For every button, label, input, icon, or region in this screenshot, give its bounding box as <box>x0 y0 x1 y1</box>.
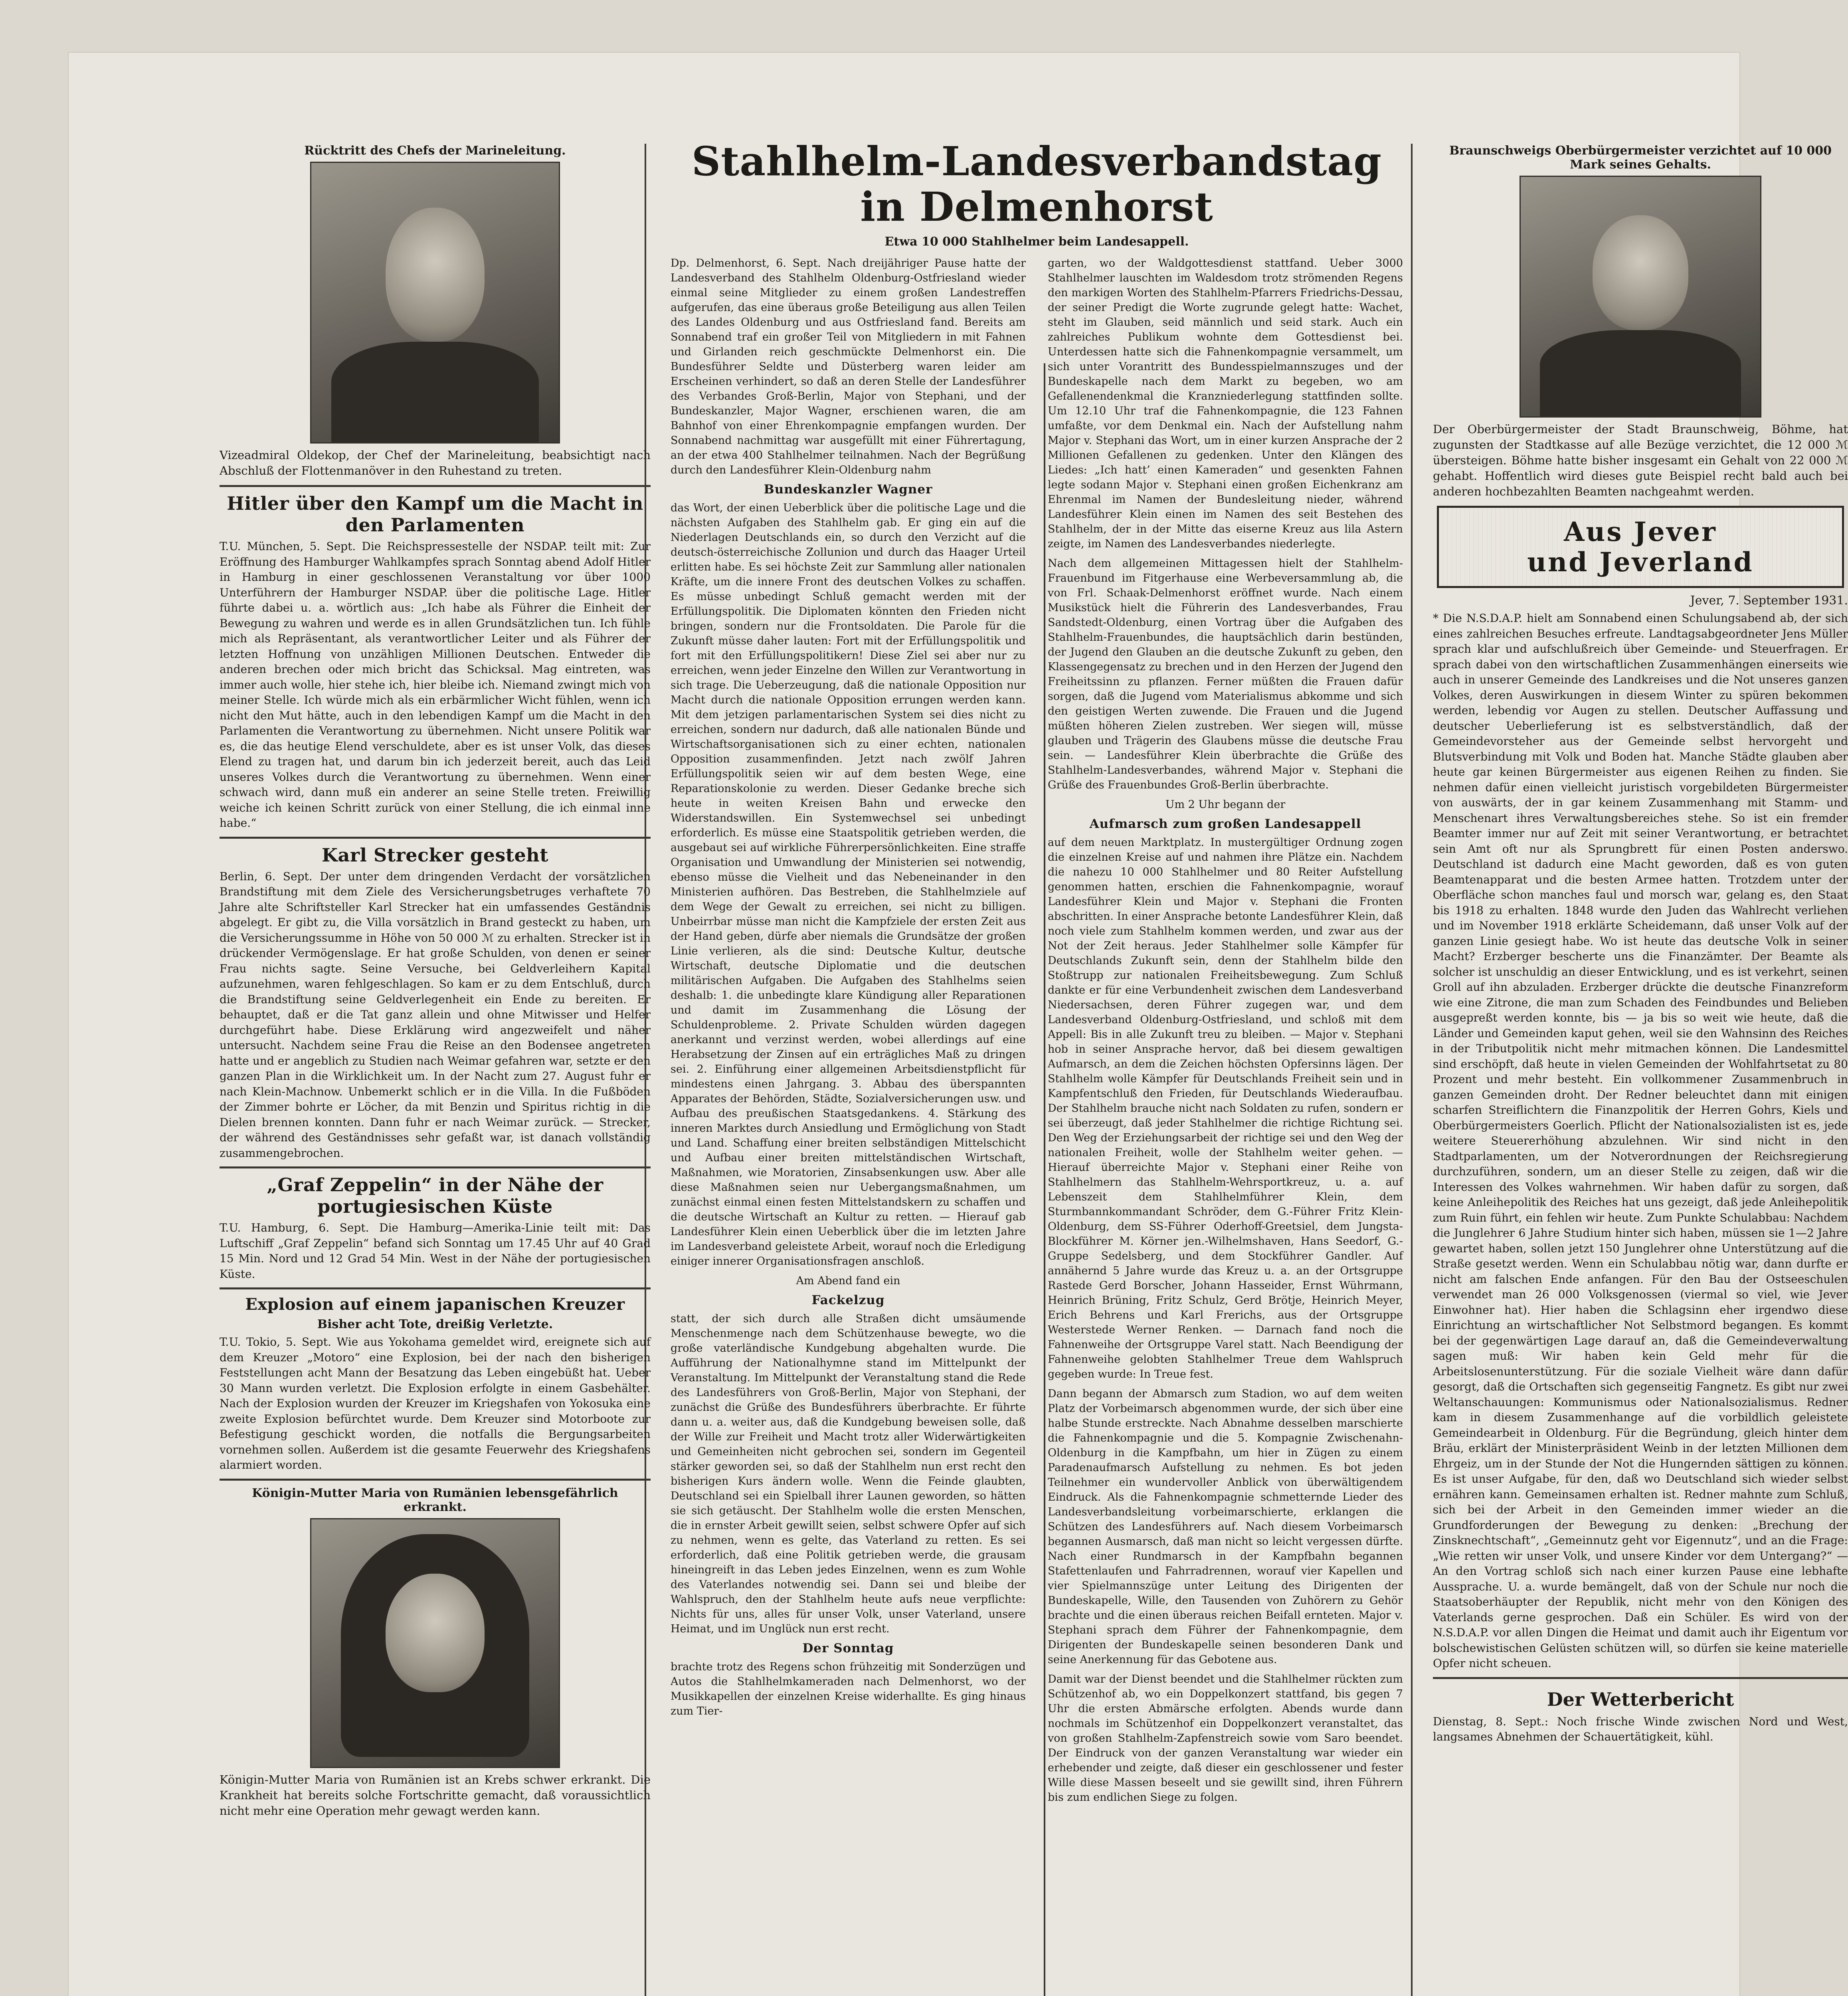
portrait-body <box>331 342 539 442</box>
japan-subhead: Bisher acht Tote, dreißig Verletzte. <box>317 1317 553 1331</box>
section-rule <box>220 1287 651 1289</box>
left-column <box>220 140 651 1825</box>
dateline: Jever, 7. September 1931. <box>1690 594 1848 608</box>
local-section-header-line1: Aus Jever <box>1564 516 1717 547</box>
braunschweig-caption: Der Oberbürgermeister der Stadt Braunschweig, Böhme, hat zugunsten der Stadtkasse auf alle Bezüge verzichtet, die 12 000 ℳ übersteigen. Böhme hatte bisher insgesamt ein Gehalt von 22 000 ℳ gehabt. Hoffentlich wird dieses gute Beispiel recht bald auch bei anderen hochbezahlten Beamten nachgeahmt werden. <box>1433 422 1848 498</box>
portrait-face <box>386 1574 485 1693</box>
article-paragraph: auf dem neuen Marktplatz. In mustergültiger Ordnung zogen die einzelnen Kreise auf und nahmen ihre Plätze ein. Nachdem die nahezu 10 000 Stahlhelmer und 80 Reiter Aufstellung genommen hatten, erschien die Fahnenkompagnie, worauf Landesführer Klein und Major v. Stephani die Fronten abschritten. In einer Ansprache betonte Landesführer Klein, daß noch viele zum Stahlhelm kommen werden, und zwar aus der Not der Zeit heraus. Jeder Stahlhelmer solle Kämpfer für Deutschlands Zukunft sein, denn der Stahlhelm bilde den Stoßtrupp zur nationalen Freiheitsbewegung. Zum Schluß dankte er für eine Verbundenheit zwischen dem Landesverband Niedersachsen, deren Führer zugegen war, und dem Landesverband Oldenburg-Ostfriesland, und schloß mit dem Appell: Bis in alle Zukunft treu zu bleiben. — Major v. Stephani hob in seiner Ansprache hervor, daß bei diesem gewaltigen Aufmarsch, an dem die Zeichen höchsten Opfersinns lägen. Der Stahlhelm wolle Kämpfer für Deutschlands Freiheit sein und in Kampfentschluß den Frieden, für Deutschlands Wiederaufbau. Der Stahlhelm brauche nicht nach Soldaten zu rufen, sondern er sei überzeugt, daß jeder Stahlhelmer die richtige Richtung sei. Den Weg der Erziehungsarbeit der richtige sei und den Weg der nationalen Freiheit, wolle der Stahlhelm weiter gehen. — Hierauf überreichte Major v. Stephani einer Reihe von Stahlhelmern das Stahlhelm-Wehrsportkreuz, u. a. auf Lebenszeit dem Stahlhelmführer Klein, dem Sturmbannkommandant Schröder, dem G.-Führer Fritz Klein-Oldenburg, dem SS-Führer Oderhoff-Greetsiel, dem Jungsta-Blockführer M. Körner jen.-Wilhelmshaven, Hans Seedorf, G.-Gruppe Sedelsberg, und dem Stockführer Gandler. Auf annähernd 5 Jahre wurde das Kreuz u. a. an der Ortsgruppe Rastede Gerd Borscher, Johann Hasseider, Ernst Wührmann, Heinrich Brüning, Fritz Schulz, Gerd Brötje, Heinrich Meyer, Erich Behrens und Karl Frerichs, aus der Ortsgruppe Westerstede Werner Renken. — Darnach fand noch die Fahnenweihe der Ortsgruppe Varel statt. Nach Beendigung der Fahnenweihe gelobten Stahlhelmer Treue dem Wahlspruch gegeben wurde: In Treue fest. <box>1048 836 1403 1380</box>
section-rule <box>1433 1677 1848 1679</box>
section-rule <box>220 1479 651 1481</box>
local-section-header <box>1437 506 1844 588</box>
article-subhead: Fackelzug <box>811 1293 885 1307</box>
article-subhead: Der Sonntag <box>802 1641 894 1655</box>
zeppelin-article: T.U. Hamburg, 6. Sept. Die Hamburg—Amerika-Linie teilt mit: Das Luftschiff „Graf Zeppelin“ befand sich Sonntag um 17.45 Uhr auf 40 Grad 15 Min. Nord und 12 Grad 54 Min. West in der Nähe der portugiesischen Küste. <box>220 1221 651 1281</box>
section-rule <box>220 837 651 839</box>
marine-kicker: Rücktritt des Chefs der Marineleitung. <box>304 144 566 158</box>
article-paragraph: statt, der sich durch alle Straßen dicht umsäumende Menschenmenge nach dem Schützenhause bewegte, wo die große vaterländische Kundgebung abgehalten wurde. Die Aufführung der Nationalhymne stand im Mittelpunkt der Veranstaltung. Im Mittelpunkt der Veranstaltung stand die Rede des Landesführers von Groß-Berlin, Major von Stephani, der zunächst die Grüße des Bundesführers überbrachte. Er führte dann u. a. weiter aus, daß die Kundgebung beweisen solle, daß der Wille zur Freiheit und Macht trotz aller Widerwärtigkeiten und Gemeinheiten nicht gebrochen sei, sondern im Gegenteil stärker geworden sei, so daß der Stahlhelm nun erst recht den bisherigen Kurs ändern wolle. Wenn die Feinde glaubten, Deutschland sei ein Spielball ihrer Launen geworden, so hätten sie sich getäuscht. Der Stahlhelm wolle die ersten Menschen, die in ernster Arbeit gewillt seien, selbst schwere Opfer auf sich zu nehmen, wenn es gelte, das Vaterland zu retten. Es sei erforderlich, daß eine Politik getrieben werde, die grausam hineingreift in das Leben jedes Einzelnen, wenn es zum Wohle des Vaterlandes notwendig sei. Dann sei und bleibe der Wahlspruch, den der Stahlhelm heute aufs neue verpflichte: Nichts für uns, alles für unser Volk, unser Vaterland, unsere Heimat, und im Unglück nun erst recht. <box>671 1313 1026 1635</box>
right-column <box>1433 140 1848 1749</box>
article-subhead: Aufmarsch zum großen Landesappell <box>1089 817 1361 831</box>
hitler-article: T.U. München, 5. Sept. Die Reichspressestelle der NSDAP. teilt mit: Zur Eröffnung des Hamburger Wahlkampfes sprach Sonntag abend Adolf Hitler in Hamburg in einer geschlossenen Veranstaltung vor über 1000 Unterführern der Hamburger NSDAP. über die politische Lage. Hitler führte dabei u. a. wörtlich aus: „Ich habe als Führer die Einheit der Bewegung zu wahren und werde es in allen Grundsätzlichen tun. Ich fühle mich als Repräsentant, als verantwortlicher Leiter und als Führer der letzten Hoffnung von unzähligen Millionen Deutschen. Entweder die anderen brechen oder mich bricht das Schicksal. Mag eintreten, was immer auch wolle, hier stehe ich, hier bleibe ich. Niemand zwingt mich von meiner Stelle. Ich würde mich als ein erbärmlicher Wicht fühlen, wenn ich nicht den Mut hätte, auch in den lebendigen Kampf um die Macht in den Parlamenten die Verantwortung zu übernehmen. Nicht unsere Politik war es, die das heutige Elend verschuldete, aber es ist unser Volk, das dieses Elend zu tragen hat, und darum bin ich jederzeit bereit, auch das Leid unseres Volkes durch die Verantwortung zu übernehmen. Wenn einer schwach wird, dann muß ein anderer an seine Stelle treten. Freiwillig weiche ich keinen Schritt zurück von einer Stellung, die ich einmal inne habe.“ <box>220 540 651 830</box>
middle-column <box>671 140 1403 1877</box>
hitler-headline: Hitler über den Kampf um die Macht in den Parlamenten <box>227 493 643 536</box>
main-subhead: Etwa 10 000 Stahlhelmer beim Landesappell. <box>884 235 1189 249</box>
main-article-column-a <box>671 256 1026 1723</box>
zeppelin-headline: „Graf Zeppelin“ in der Nähe der portugiesischen Küste <box>267 1174 603 1217</box>
local-section-header-line2: und Jeverland <box>1527 547 1754 578</box>
article-paragraph: Damit war der Dienst beendet und die Stahlhelmer rückten zum Schützenhof ab, wo ein Doppelkonzert stattfand, bis gegen 7 Uhr die ersten Abmärsche erfolgten. Abends wurde dann nochmals im Schützenhof ein Doppelkonzert veranstaltet, das von großen Stahlhelm-Zapfenstreich sowie vom Saro beendet. Der Eindruck von der ganzen Veranstaltung war wieder ein erhebender und zeigte, daß dieser ein geschlossener und fester Wille diese Massen beseelt und sie gewillt sind, ihren Führern bis zum endlichen Siege zu folgen. <box>1048 1673 1403 1804</box>
newspaper-page <box>68 52 1848 1996</box>
article-paragraph: das Wort, der einen Ueberblick über die politische Lage und die nächsten Aufgaben des Stahlhelm gab. Er ging ein auf die Niederlagen Deutschlands ein, so durch den Verzicht auf die deutsch-österreichische Zollunion und durch das Haager Urteil erlitten habe. Es sei höchste Zeit zur Sammlung aller nationalen Kräfte, um die innere Front des deutschen Volkes zu schaffen. Es müsse unbedingt Schluß gemacht werden mit der Erfüllungspolitik. Die Diplomaten könnten den Frieden nicht bringen, sondern nur die Frontsoldaten. Die Parole für die Zukunft müsse daher lauten: Fort mit der Erfüllungspolitik und fort mit den Erfüllungspolitikern! Diese Ziel sei aber nur zu erreichen, wenn jeder Einzelne den Willen zur Verantwortung in sich trage. Die Ueberzeugung, daß die nationale Opposition nur Macht durch die nationale Opposition errungen werden kann. Mit dem jetzigen parlamentarischen System sei dies nicht zu erreichen, sondern nur dadurch, daß alle nationalen Bünde und Wirtschaftsorganisationen sich zu einer echten, nationalen Opposition zusammenfinden. Jetzt nach zwölf Jahren Erfüllungspolitik seien wir auf dem besten Wege, eine Reparationskolonie zu werden. Dieser Gedanke breche sich heute in weiten Kreisen Bahn und erwecke den Widerstandswillen. Ein Systemwechsel sei unbedingt erforderlich. Es müsse eine Staatspolitik getrieben werden, die ausgebaut sei auf wirkliche Führerpersönlichkeiten. Eine straffe Organisation und Umwandlung der Ministerien sei notwendig, ebenso müsse die Vielheit und das Nebeneinander in den Ministerien aufhören. Das Bestreben, die Stahlhelmziele auf dem Wege der Gewalt zu erreichen, sei nicht zu billigen. Unbeirrbar müsse man nicht die Kampfziele der ersten Zeit aus der Hand geben, dürfe aber niemals die Grundsätze der großen Linie verlieren, als die sind: Deutsche Kultur, deutsche Wirtschaft, deutsche Diplomatie und die deutschen militärischen Aufgaben. Die Aufgaben des Stahlhelms seien deshalb: 1. die unbedingte klare Kündigung aller Reparationen und damit im Zusammenhang die Lösung der Schuldenprobleme. 2. Private Schulden würden dagegen anerkannt und verzinst werden, wobei allerdings auf eine Herabsetzung der Zinsen auf ein erträgliches Maß zu dringen sei. 2. Einführung einer allgemeinen Arbeitsdienstpflicht für mindestens einen Jahrgang. 3. Abbau des überspannten Apparates der Behörden, Städte, Sozialversicherungen usw. und Aufbau des preußischen Staatsgedankens. 4. Stärkung des inneren Marktes durch Ansiedlung und Ermöglichung von Stadt und Land. Schaffung einer breiten selbständigen Mittelschicht und Aufbau einer breiten mittelständischen Wirtschaft, Maßnahmen, wie Moratorien, Zinsabsenkungen usw. Aber alle diese Maßnahmen seien nur Uebergangsmaßnahmen, um zunächst einmal einen festen Mittelstandskern zu schaffen und die deutsche Wirtschaft an Kultur zu retten. — Hierauf gab Landesführer Klein einen Ueberblick über die im letzten Jahre im Landesverband geleistete Arbeit, worauf noch die Erledigung einiger innerer Organisationsfragen anschloß. <box>671 502 1026 1267</box>
article-paragraph: brachte trotz des Regens schon frühzeitig mit Sonderzügen und Autos die Stahlhelmkameraden nach Delmenhorst, wo der Musikkapellen der einzelnen Kreise widerhallte. Es ging hinaus zum Tier- <box>671 1661 1026 1717</box>
weather-headline: Der Wetterbericht <box>1547 1688 1734 1710</box>
japan-article: T.U. Tokio, 5. Sept. Wie aus Yokohama gemeldet wird, ereignete sich auf dem Kreuzer „Motoro“ eine Explosion, bei der nach den bisherigen Feststellungen acht Mann der Besatzung das Leben eingebüßt hat. Ueber 30 Mann wurden verletzt. Die Explosion erfolgte in einem Gasbehälter. Nach der Explosion wurden der Kreuzer im Kriegshafen von Yokosuka eine zweite Explosion befürchtet wurde. Dem Kreuzer sind Motorboote zur Befestigung geschickt worden, die notfalls die Bergungsarbeiten vornehmen sollen. Außerdem ist die gesamte Feuerwehr des Kriegshafens alarmiert worden. <box>220 1335 651 1471</box>
portrait-photo-queen-maria <box>310 1518 560 1768</box>
queen-caption: Königin-Mutter Maria von Rumänien ist an Krebs schwer erkrankt. Die Krankheit hat bereits solche Fortschritte gemacht, daß voraussichtlich nicht mehr eine Operation mehr gewagt werden kann. <box>220 1772 651 1818</box>
braunschweig-kicker: Braunschweigs Oberbürgermeister verzichtet auf 10 000 Mark seines Gehalts. <box>1449 144 1832 172</box>
article-paragraph: Dp. Delmenhorst, 6. Sept. Nach dreijähriger Pause hatte der Landesverband des Stahlhelm Oldenburg-Ostfriesland wieder einmal seine Mitglieder zu einem großen Landestreffen aufgerufen, das eine überaus große Beteiligung aus allen Teilen des Landes Oldenburg und aus Ostfriesland fand. Bereits am Sonnabend traf ein großer Teil von Mitgliedern in mit Fahnen und Girlanden reich geschmückte Delmenhorst ein. Die Bundesführer Seldte und Düsterberg waren leider am Erscheinen verhindert, so daß an deren Stelle der Landesführer des Verbandes Groß-Berlin, Major von Stephani, und der Bundeskanzler, Major Wagner, erschienen waren, die am Bahnhof von einer Ehrenkompagnie empfangen wurden. Der Sonnabend nachmittag war ausgefüllt mit einer Führertagung, an der etwa 400 Stahlhelmer teilnahmen. Nach der Begrüßung durch den Landesführer Klein-Oldenburg nahm <box>671 257 1026 476</box>
nsdap-article: * Die N.S.D.A.P. hielt am Sonnabend einen Schulungsabend ab, der sich eines zahlreichen Besuches erfreute. Landtagsabgeordneter Jens Müller sprach klar und aufschlußreich über Gemeinde- und Steuerfragen. Er sprach dabei von den wirtschaftlichen Zusammenhängen einerseits wie auch in unserer Gemeinde des Landkreises und die Not unseres ganzen Volkes, deren Auswirkungen in diesem Winter zu spüren bekommen werden, lebendig vor Augen zu stellen. Deutscher Auffassung und deutscher Ueberlieferung ist es selbstverständlich, daß der Gemeindevorsteher aus der Gemeinde selbst hervorgeht und Blutsverbindung mit Volk und Boden hat. Manche Städte glauben aber heute gar keinen Bürgermeister aus eigenen Reihen zu finden. Sie nehmen dafür einen vielleicht juristisch vorgebildeten Bürgermeister von auswärts, der in gar keinem Zusammenhang mit Stamm- und Menschenart ihres Verwaltungsbereiches stehe. So ist ein fremder Beamter immer nur auf Zeit mit seiner Verantwortung, er betrachtet sein Amt oft nur als Sprungbrett für einen Posten anderswo. Deutschland ist dadurch eine Macht geworden, daß es von guten Beamtenapparat und die besten Armee hatten. Trotzdem unter der Oberfläche schon manches faul und morsch war, gelang es, den Staat bis 1918 zu erhalten. 1848 wurde den Juden das Wahlrecht verliehen und im November 1918 erklärte Scheidemann, daß unser Volk auf der ganzen Linie gesiegt habe. Wo ist heute das deutsche Volk in seiner Macht? Erzberger bescherte uns die Finanzämter. Der Beamte als solcher ist unschuldig an dieser Entwicklung, und es ist verkehrt, seinen Groll auf ihn abzuladen. Erzberger drückte die deutsche Finanzreform wie eine Zitrone, die man zum Schaden des Feindbundes und Belieben ausgepreßt werden konnte, bis — ja bis so weit wie heute, daß die Länder und Gemeinden kaput gehen, weil sie den Wahnsinn des Reiches in der Tributpolitik nicht mehr mitmachen können. Die Landesmittel sind erschöpft, daß heute in vielen Gemeinden der Wohlfahrtsetat zu 80 Prozent und mehr besteht. Ein vollkommener Zusammenbruch in ganzen Gemeinden droht. Der Redner beleuchtet dann mit einigen scharfen Streiflichtern die Finanzpolitik der Herren Gohrs, Kiels und Oberbürgermeisters Goerlich. Pflicht der Nationalsozialisten ist es, jede weitere Steuererhöhung abzulehnen. Wir sind nicht in den Stadtparlamenten, um der Notverordnungen der Reichsregierung durchzuführen, sondern, um an dieser Stelle zu zeigen, daß wir die Interessen des Volkes wahrnehmen. Wir haben dafür zu sorgen, daß keine Anleihepolitik des Reiches hat uns gezeigt, daß jede Anleihepolitik zum Ruin führt, ein fehlen wir heute. Zum Punkte Schulabbau: Nachdem die Junglehrer 6 Jahre Studium hinter sich haben, müssen sie 1—2 Jahre gewartet haben, sollen jetzt 150 Junglehrer ohne Unterstützung auf die Straße gesetzt werden. Wenn ein Schulabbau nötig war, dann durfte er nicht am falschen Ende anfangen. Für den Bau der Ostseeschulen verwendet man 26 000 Volksgenossen (viermal so viel, wie Jever Einwohner hat). Hier haben die Schlagsinn eher irgendwo diese Einrichtung an wirtschaftlicher Not Selbstmord begangen. Es kommt bei der gegenwärtigen Lage darauf an, daß die Gemeindeverwaltung sagen muß: Wir haben kein Geld mehr für die Arbeitslosenunterstützung. Für die soziale Vielheit wäre dann dafür gesorgt, daß die Ortschaften sich gegenseitig Fangnetz. Es gibt nur zwei Weltanschauungen: Kommunismus oder Nationalsozialismus. Redner kam in diesem Zusammenhange auf die vorbildlich geleistete Gemeindearbeit in Oldenburg. Für die Begründung, gleich hinter dem Bräu, erklärt der Ministerpräsident Weinb in der letzten Millionen dem Ehrgeiz, um in der Stunde der Not die Hungernden sättigen zu können. Es ist unser Aufgabe, für den, daß wo Deutschland sich wieder selbst ernähren kann. Gemeinsamen erhalten ist. Redner mahnte zum Schluß, sich bei der Arbeit in den Gemeinden immer wieder an die Grundforderungen der Bewegung zu denken: „Brechung der Zinsknechtschaft“, „Gemeinnutz geht vor Eigennutz“, und an die Frage: „Wie retten wir unser Volk, und unsere Kinder vor dem Untergang?“ — An den Vortrag schloß sich nach einer kurzen Pause eine lebhafte Aussprache. U. a. wurde bemängelt, daß von der Schule nur noch die Staatsoberhäupter der Republik, nicht mehr von den Königen des Vaterlands gerne gesprochen. Daß ein Schüler. Es wird von der N.S.D.A.P. vor allen Dingen die Heimat und damit auch ihr Eigentum vor bolschewistischen Gelüsten schützen will, so dürfen sie keine materielle Opfer nicht scheuen. <box>1433 612 1848 1670</box>
article-paragraph: Dann begann der Abmarsch zum Stadion, wo auf dem weiten Platz der Vorbeimarsch abgenommen wurde, der sich über eine halbe Stunde erstreckte. Nach Abnahme desselben marschierte die Fahnenkompagnie und die 5. Kompagnie Zwischenahn-Oldenburg in die Kampfbahn, um hier in Zügen zu einem Paradenaufmarsch Aufstellung zu nehmen. Es bot jeden Teilnehmer ein wundervoller Anblick von überwältigendem Eindruck. Als die Fahnenkompagnie schmetternde Lieder des Landesverbandsleitung vorbeimarschierte, erklangen die Schützen des Landesführers auf. Nach diesem Vorbeimarsch begannen Ausmarsch, daß man nicht so leicht vergessen dürfte. Nach einer Rundmarsch in der Kampfbahn begannen Stafettenlaufen und Fahrradrennen, worauf vier Kapellen und vier Spielmannszüge unter Leitung des Dirigenten der Bundeskapelle, Wille, den Tausenden von Zuhörern zu Gehör brachte und die einen überaus reichen Beifall ernteten. Major v. Stephani sprach dem Führer der Fahnenkompagnie, dem Dirigenten der Bundeskapelle seinen besonderen Dank und seine Anerkennung für das Gebotene aus. <box>1048 1388 1403 1666</box>
main-article <box>671 256 1403 1877</box>
portrait-face <box>386 208 485 342</box>
portrait-photo-boehme <box>1520 176 1761 418</box>
strecker-headline: Karl Strecker gesteht <box>322 844 548 866</box>
main-article-column-b <box>1048 256 1403 1810</box>
japan-headline: Explosion auf einem japanischen Kreuzer <box>245 1295 625 1314</box>
portrait-body <box>1540 330 1741 416</box>
main-headline-line1: Stahlhelm-Landesverbandstag <box>691 138 1382 185</box>
section-rule <box>220 485 651 487</box>
portrait-face <box>1593 215 1688 330</box>
section-rule <box>220 1166 651 1168</box>
article-subhead: Bundeskanzler Wagner <box>764 482 933 497</box>
article-paragraph: Nach dem allgemeinen Mittagessen hielt der Stahlhelm-Frauenbund im Fitgerhause eine Werbeversammlung ab, die von Frl. Schaak-Delmenhorst eröffnet wurde. Nach einem Musikstück hielt die Führerin des Landesverbandes, Frau Sandstedt-Oldenburg, einen Vortrag über die Aufgaben des Stahlhelm-Frauenbundes, die hauptsächlich darin bestünden, der Jugend den Glauben an die deutsche Zukunft zu geben, den Klassengegensatz zu brechen und in den Herzen der Jugend den Freiheitssinn zu pflanzen. Ferner müßten die Frauen dafür sorgen, daß die Jugend vom Materialismus abkomme und sich den geistigen Werten zuwende. Die Frauen und die Jugend müßten höheren Zielen zustreben. Wer siegen will, müsse glauben und Trägerin des Glaubens müsse die deutsche Frau sein. — Landesführer Klein überbrachte die Grüße des Stahlhelm-Landesverbandes, während Major v. Stephani die Grüße des Frauenbundes Groß-Berlin überbrachte. <box>1048 557 1403 791</box>
article-paragraph: Um 2 Uhr begann der <box>1165 798 1286 811</box>
main-headline-line2: in Delmenhorst <box>860 183 1213 230</box>
strecker-article: Berlin, 6. Sept. Der unter dem dringenden Verdacht der vorsätzlichen Brandstiftung mit dem Ziele des Versicherungsbetruges verhaftete 70 Jahre alte Schriftsteller Karl Strecker hat ein umfassendes Geständnis abgelegt. Er gibt zu, die Villa vorsätzlich in Brand gesteckt zu haben, um die Versicherungssumme in Höhe von 50 000 ℳ zu erhalten. Strecker ist in drückender Vermögenslage. Er hat große Schulden, von denen er seiner Frau nichts sagte. Seine Versuche, bei Geldverleihern Kapital aufzunehmen, waren fehlgeschlagen. So kam er zu dem Entschluß, durch die Brandstiftung seine Geldverlegenheit ein Ende zu bereiten. Er behauptet, daß er die Tat ganz allein und ohne Mitwisser und Helfer durchgeführt habe. Diese Erklärung wird angezweifelt und näher untersucht. Nachdem seine Frau die Reise an den Bodensee angetreten hatte und er angeblich zu Studien nach Weimar gefahren war, setzte er den ganzen Plan in die Wirklichkeit um. In der Nacht zum 27. August fuhr er nach Klein-Machnow. Unbemerkt schlich er in die Villa. In die Fußböden der Zimmer bohrte er Löcher, da mit Benzin und Spiritus richtig in die Dielen brennen konnten. Dann fuhr er nach Weimar zurück. — Strecker, der während des Geständnisses sehr gefaßt war, ist danach vollständig zusammengebrochen. <box>220 869 651 1160</box>
portrait-photo-oldekop <box>310 162 560 444</box>
weather-report: Dienstag, 8. Sept.: Noch frische Winde zwischen Nord und West, langsames Abnehmen der Schauertätigkeit, kühl. <box>1433 1715 1848 1743</box>
marine-caption: Vizeadmiral Oldekop, der Chef der Marineleitung, beabsichtigt nach Abschluß der Flottenmanöver in den Ruhestand zu treten. <box>220 448 651 477</box>
queen-kicker: Königin-Mutter Maria von Rumänien lebensgefährlich erkrankt. <box>252 1486 618 1514</box>
article-paragraph: Am Abend fand ein <box>796 1275 900 1287</box>
article-paragraph: garten, wo der Waldgottesdienst stattfand. Ueber 3000 Stahlhelmer lauschten im Waldesdom trotz strömenden Regens den markigen Worten des Stahlhelm-Pfarrers Friedrichs-Dessau, der seiner Predigt die Worte zugrunde gelegt hatte: Wachet, steht im Glauben, seid männlich und seid stark. Auch ein zahlreiches Publikum wohnte dem Gottesdienst bei. Unterdessen hatte sich die Fahnenkompagnie versammelt, um sich unter Vorantritt des Bundesspielmannszuges und der Bundeskapelle nach dem Markt zu begeben, wo am Gefallenendenkmal die Kranzniederlegung stattfinden sollte. Um 12.10 Uhr traf die Fahnenkompagnie, die 123 Fahnen umfaßte, vor dem Denkmal ein. Nach der Aufstellung nahm Major v. Stephani das Wort, um in einer kurzen Ansprache der 2 Millionen Gefallenen zu gedenken. Unter den Klängen des Liedes: „Ich hatt’ einen Kameraden“ und gesenkten Fahnen legte sodann Major v. Stephani einen großen Eichenkranz am Ehrenmal im Namen der Bundesleitung nieder, während Landesführer Klein einen im Namen des seit Bestehen des Stahlhelm, der in der Mitte das eiserne Kreuz aus lila Astern zeigte, im Namen des Landesverbandes niederlegte. <box>1048 257 1403 550</box>
column-rule <box>1411 144 1413 1996</box>
